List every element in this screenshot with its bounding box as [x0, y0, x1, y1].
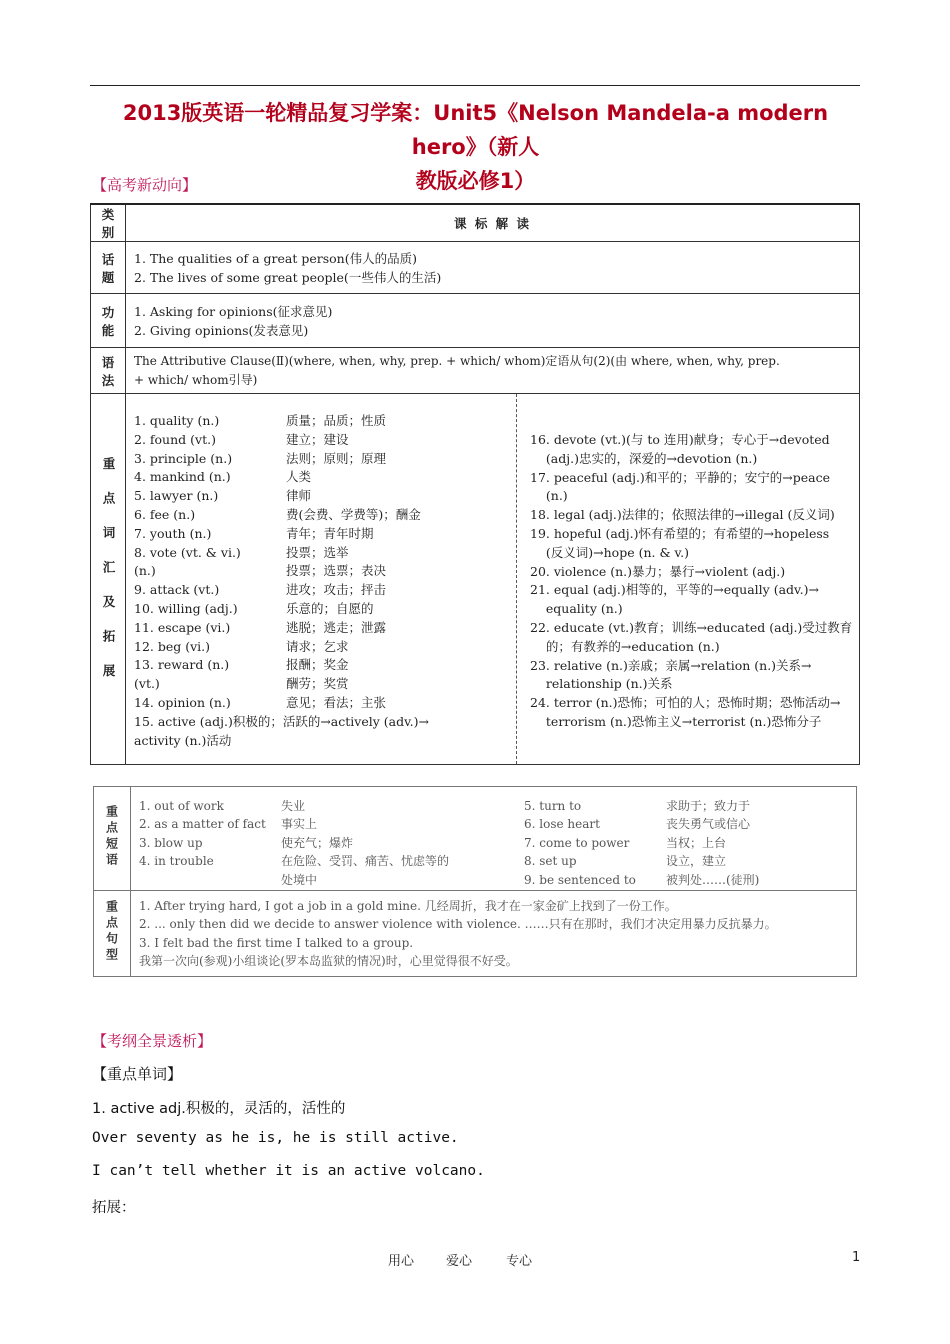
sentence-line: 我第一次向(参观)小组谈论(罗本岛监狱的情况)时，心里觉得很不好受。 [139, 954, 518, 968]
vocab-item: (反义词)→hope (n. & v.) [530, 544, 689, 560]
vocab-word: 2. found (vt.) [134, 431, 216, 447]
vocab-item [134, 544, 509, 563]
phrase-text: 2. as a matter of fact [139, 817, 266, 831]
vocab-item [134, 562, 509, 581]
phrase-meaning: 丧失勇气或信心 [666, 817, 751, 831]
vocab-item: 20. violence (n.)暴力；暴行→violent (adj.) [530, 563, 786, 579]
vocab-item [134, 412, 509, 431]
vocab-divider [516, 394, 517, 764]
phrase-text: 3. blow up [139, 835, 203, 850]
phrase-meaning: 求助于；致力于 [666, 798, 751, 813]
vocab-left-column [134, 412, 509, 750]
vocab-meaning: 进攻；攻击；抨击 [286, 582, 387, 598]
topic-content [126, 242, 860, 294]
phrases-table [93, 786, 857, 977]
vocab-meaning: 请求；乞求 [286, 638, 349, 654]
vocab-word: (vt.) [134, 676, 160, 692]
header-interpretation: 课 标 解 读 [126, 204, 860, 242]
body-line: 1. active adj.积极的，灵活的，活性的 [92, 1101, 346, 1117]
vocab-meaning: 意见；看法；主张 [286, 694, 387, 710]
vocab-content [126, 394, 860, 765]
phrase-text: 8. set up [524, 854, 577, 868]
vocab-item: 18. legal (adj.)法律的；依照法律的→illegal (反义词) [530, 507, 835, 523]
function-line: 1. Asking for opinions(征求意见) [134, 303, 333, 319]
vocab-word: 6. fee (n.) [134, 506, 196, 522]
curriculum-table [90, 203, 860, 765]
document-title [88, 96, 863, 198]
phrase-item [524, 852, 874, 871]
function-label: 功能 [91, 294, 126, 348]
vocab-item [134, 487, 509, 506]
grammar-content [126, 348, 860, 394]
vocab-word: 8. vote (vt. & vi.) [134, 544, 241, 560]
vocab-item [134, 468, 509, 487]
phrase-meaning: 使充气；爆炸 [281, 835, 354, 850]
phrase-text: 1. out of work [139, 798, 224, 813]
vocab-item: relationship (n.)关系 [530, 676, 673, 692]
phrase-item [524, 815, 874, 834]
vocab-word: 15. active (adj.)积极的；活跃的→actively (adv.)→ [134, 713, 429, 729]
vocab-meaning: 费(会费、学费等)；酬金 [286, 506, 421, 522]
vocab-wrap [126, 394, 859, 764]
phrase-item [139, 834, 489, 853]
phrase-meaning: 被判处……(徒刑) [666, 872, 760, 887]
sentence-label [94, 891, 131, 977]
vocab-meaning: 律师 [286, 488, 312, 504]
vocab-meaning: 酬劳；奖赏 [286, 676, 349, 692]
vocab-word: 3. principle (n.) [134, 450, 233, 466]
vocab-item [134, 638, 509, 657]
vocab-item [134, 694, 509, 713]
phrase-meaning: 当权；上台 [666, 835, 727, 850]
vocab-item [134, 713, 509, 732]
vocab-word: 10. willing (adj.) [134, 600, 238, 616]
vocab-word: 13. reward (n.) [134, 657, 230, 673]
phrase-meaning: 处境中 [281, 872, 318, 887]
vocab-meaning: 乐意的；自愿的 [286, 600, 374, 616]
vocab-item [134, 656, 509, 675]
grammar-line: The Attributive Clause(Ⅱ)(where, when, why, prep. + which/ whom)定语从句(2)(由 where, when, why, prep. [134, 353, 780, 368]
sentence-label-text: 重点句型 [104, 900, 119, 964]
sentence-line: 2. ... only then did we decide to answer violence with violence. ……只有在那时，我们才决定用暴力反抗暴力。 [139, 917, 777, 931]
vocab-meaning: 建立；建设 [286, 431, 349, 447]
vocab-item: equality (n.) [530, 601, 623, 617]
topic-line: 1. The qualities of a great person(伟人的品质) [134, 250, 417, 266]
vocab-word: 4. mankind (n.) [134, 469, 231, 485]
page-number: 1 [852, 1250, 861, 1265]
sentence-line: 1. After trying hard, I got a job in a gold mine. 几经周折，我才在一家金矿上找到了一份工作。 [139, 898, 677, 913]
vocab-item: 22. educate (vt.)教育；训练→educated (adj.)受过教育 [530, 619, 853, 635]
vocab-item: 19. hopeful (adj.)怀有希望的；有希望的→hopeless [530, 525, 830, 541]
vocab-item: 的；有教养的→education (n.) [530, 638, 720, 654]
sentence-line: 3. I felt bad the first time I talked to a group. [139, 935, 414, 950]
vocab-item [134, 600, 509, 619]
body-line: 拓展： [92, 1200, 136, 1216]
vocab-item [134, 619, 509, 638]
vocab-meaning: 逃脱；逃走；泄露 [286, 619, 387, 635]
vocab-item [134, 732, 509, 751]
title-line-2: 教版必修1） [415, 169, 536, 193]
vocab-item: terrorism (n.)恐怖主义→terrorist (n.)恐怖分子 [530, 713, 822, 729]
function-line: 2. Giving opinions(发表意见) [134, 322, 309, 338]
grammar-line: + which/ whom引导) [134, 372, 258, 387]
section-heading-analysis: 【考纲全景透析】 [92, 1032, 213, 1050]
vocab-word: 14. opinion (n.) [134, 694, 231, 710]
phrase-item [524, 871, 874, 890]
top-rule [90, 85, 860, 86]
vocab-right-column [530, 431, 890, 732]
section-heading-words: 【重点单词】 [92, 1065, 183, 1083]
vocab-item [134, 675, 509, 694]
phrase-text: 4. in trouble [139, 854, 214, 868]
vocab-word: 7. youth (n.) [134, 525, 212, 541]
topic-line: 2. The lives of some great people(一些伟人的生活) [134, 269, 442, 285]
footer-motto-2: 爱心 [446, 1254, 473, 1269]
phrase-item [139, 852, 489, 871]
footer-motto-1: 用心 [388, 1254, 415, 1269]
vocab-word: 11. escape (vi.) [134, 619, 231, 635]
vocab-item [134, 431, 509, 450]
footer-motto-3: 专心 [506, 1254, 533, 1269]
body-line: I can’t tell whether it is an active volcano. [92, 1163, 485, 1179]
vocab-label-cell [91, 394, 126, 765]
sentence-content [131, 891, 857, 977]
section-heading-trends: 【高考新动向】 [92, 176, 198, 194]
phrases-right [524, 797, 874, 890]
topic-label: 话题 [91, 242, 126, 294]
vocab-item [134, 581, 509, 600]
body-line: Over seventy as he is, he is still active. [92, 1130, 459, 1146]
vocab-meaning: 报酬；奖金 [286, 657, 349, 673]
vocab-item: 24. terror (n.)恐怖；可怕的人；恐怖时期；恐怖活动→ [530, 695, 841, 711]
vocab-item: 17. peaceful (adj.)和平的；平静的；安宁的→peace [530, 469, 831, 485]
function-content [126, 294, 860, 348]
phrase-content [131, 787, 857, 891]
vocab-word: 9. attack (vt.) [134, 582, 220, 598]
vocab-meaning: 青年；青年时期 [286, 525, 374, 541]
vocab-word: 12. beg (vi.) [134, 638, 211, 654]
phrase-item [139, 797, 489, 816]
title-line-1: 2013版英语一轮精品复习学案：Unit5《Nelson Mandela-a modern hero》（新人 [122, 101, 829, 159]
phrase-item [524, 797, 874, 816]
phrase-text: 7. come to power [524, 835, 630, 850]
phrase-item [139, 815, 489, 834]
phrase-text: 6. lose heart [524, 817, 600, 831]
vocab-label: 重点词汇及拓展 [101, 456, 116, 699]
phrase-meaning: 在危险、受罚、痛苦、忧虑等的 [281, 854, 450, 868]
vocab-word: 1. quality (n.) [134, 413, 220, 428]
header-category: 类别 [91, 204, 126, 242]
vocab-meaning: 质量；品质；性质 [286, 413, 387, 428]
vocab-word: (n.) [134, 563, 156, 579]
phrase-text: 9. be sentenced to [524, 872, 636, 887]
vocab-word: 5. lawyer (n.) [134, 488, 219, 504]
vocab-item: 16. devote (vt.)(与 to 连用)献身；专心于→devoted [530, 432, 830, 447]
grammar-label: 语法 [91, 348, 126, 394]
phrase-text: 5. turn to [524, 798, 582, 813]
vocab-item: (n.) [530, 488, 568, 504]
phrase-item [524, 834, 874, 853]
vocab-item: 23. relative (n.)亲戚；亲属→relation (n.)关系→ [530, 657, 812, 673]
vocab-item [134, 525, 509, 544]
phrase-item [139, 871, 489, 890]
phrase-label-text: 重点短语 [104, 805, 119, 869]
vocab-meaning: 投票；选举 [286, 544, 349, 560]
vocab-item [134, 506, 509, 525]
vocab-meaning: 法则；原则；原理 [286, 450, 387, 466]
vocab-item [134, 450, 509, 469]
phrase-meaning: 失业 [281, 798, 306, 813]
phrase-meaning: 事实上 [281, 817, 318, 831]
vocab-meaning: 投票；选票；表决 [286, 563, 387, 579]
vocab-meaning: 人类 [286, 469, 312, 485]
phrases-left [139, 797, 489, 890]
vocab-item: 21. equal (adj.)相等的，平等的→equally (adv.)→ [530, 582, 819, 598]
phrase-meaning: 设立，建立 [666, 854, 727, 868]
vocab-item: (adj.)忠实的，深爱的→devotion (n.) [530, 450, 758, 466]
vocab-word: activity (n.)活动 [134, 732, 232, 748]
phrase-label [94, 787, 131, 891]
